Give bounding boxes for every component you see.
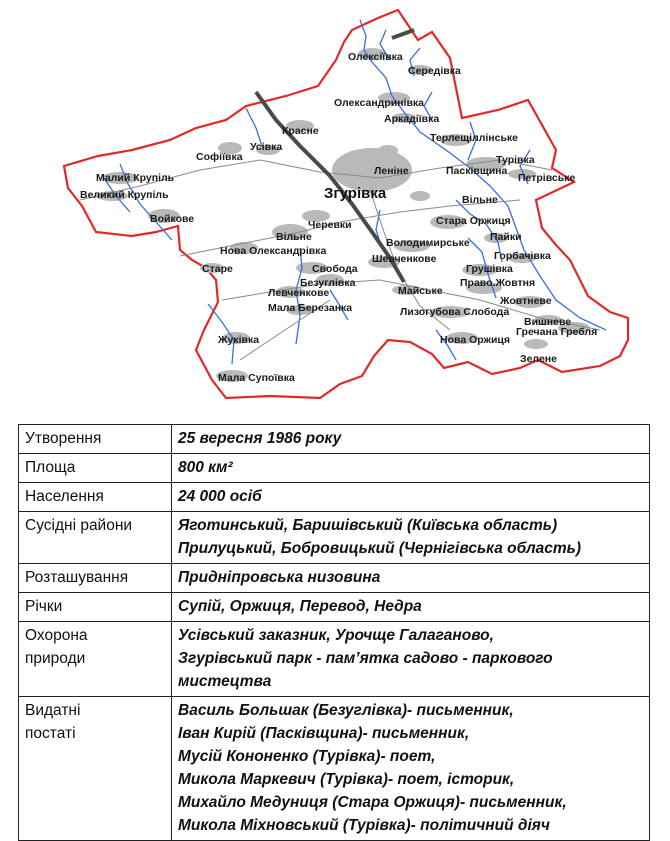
village-label: Горбачівка — [494, 250, 551, 262]
row-value — [172, 593, 650, 622]
village-label: Красне — [282, 125, 319, 137]
village-label: Усівка — [250, 141, 283, 153]
village-label: Войкове — [150, 213, 195, 225]
village-label: Олексіївка — [348, 51, 403, 63]
village-label: Великий Крупіль — [80, 189, 169, 201]
district-boundary — [64, 10, 628, 398]
info-table-body — [19, 425, 650, 841]
row-key-line: Розташування — [25, 569, 129, 586]
village-label: Гречана Гребля — [516, 326, 598, 338]
table-row — [19, 622, 650, 697]
row-value-line: Микола Маркевич (Турівка)- поет, історик, — [178, 771, 515, 788]
village-label: Вишневе — [524, 316, 572, 328]
row-value-line: 800 км² — [178, 459, 233, 476]
village-label: Середівка — [408, 65, 461, 77]
row-value-line: Прилуцький, Бобровицький (Чернігівська область) — [178, 540, 582, 557]
table-row — [19, 483, 650, 512]
row-value — [172, 622, 650, 697]
row-value-line: 24 000 осіб — [178, 488, 262, 505]
village-label: Аркадіївка — [384, 113, 440, 125]
row-value-line: Василь Большак (Безуглівка)- письменник, — [178, 702, 514, 719]
table-row — [19, 454, 650, 483]
village-label: Софіївка — [196, 151, 243, 163]
village-label: Пасківщина — [446, 165, 508, 177]
village-label: Терлещіллінське — [430, 132, 519, 144]
village-label: Майське — [398, 285, 443, 297]
village-label: Володимирське — [386, 237, 470, 249]
row-value-line: мистецтва — [178, 673, 272, 690]
village-label: Петрівське — [518, 172, 576, 184]
row-value-line: Іван Кирій (Пасківщина)- письменник, — [178, 725, 470, 742]
village-label: Нова Олександрівка — [220, 245, 327, 257]
village-label: Жовтневе — [500, 295, 552, 307]
village-label: Мала Березанка — [268, 302, 353, 314]
row-key — [19, 622, 172, 697]
village-label: Пайки — [490, 231, 522, 243]
row-value — [172, 512, 650, 564]
row-key — [19, 483, 172, 512]
village-label: Вільне — [276, 231, 312, 243]
row-key — [19, 425, 172, 454]
row-key-line: постаті — [25, 725, 76, 742]
row-value-line: Мусій Кононенко (Турівка)- поет, — [178, 748, 436, 765]
village-label: Свобода — [312, 263, 358, 275]
row-key-line: Площа — [25, 459, 76, 476]
village-label: Малий Крупіль — [96, 172, 175, 184]
row-key-line: Охорона — [25, 627, 88, 644]
village-label: Зелене — [520, 353, 557, 365]
row-value-line: Придніпровська низовина — [178, 569, 381, 586]
row-key-line: Населення — [25, 488, 104, 505]
village-label: Жуківка — [218, 334, 260, 346]
row-value-line: Михайло Медуниця (Стара Оржиця)- письменник, — [178, 794, 567, 811]
district-map — [0, 0, 670, 410]
row-value — [172, 425, 650, 454]
row-value-line: 25 вересня 1986 року — [178, 430, 342, 447]
village-label: Право.Жовтня — [460, 277, 536, 289]
row-key-line: Річки — [25, 598, 63, 615]
row-key-line: Видатні — [25, 702, 81, 719]
village-label: Мала Супоївка — [218, 372, 295, 384]
row-key — [19, 697, 172, 841]
district-info-table — [18, 424, 650, 841]
row-key-line: Сусідні райони — [25, 517, 133, 534]
village-label: Турівка — [496, 154, 535, 166]
row-value-line: Усівський заказник, Урочще Галаганово, — [178, 627, 494, 644]
village-label: Шевченкове — [372, 253, 437, 265]
row-value — [172, 483, 650, 512]
table-row — [19, 512, 650, 564]
village-label: Черевки — [308, 219, 352, 231]
village-label: Лизогубова Слобода — [400, 306, 510, 318]
village-label: Леніне — [374, 165, 409, 177]
row-key — [19, 593, 172, 622]
row-value-line: Яготинський, Баришівський (Київська область) — [178, 517, 558, 534]
table-row — [19, 564, 650, 593]
row-key — [19, 564, 172, 593]
village-label: Левченкове — [268, 287, 330, 299]
row-value — [172, 697, 650, 841]
village-label: Старе — [202, 263, 233, 275]
row-value-line: Микола Міхновський (Турівка)- політичний діяч — [178, 817, 550, 834]
village-label: Безуглівка — [300, 277, 356, 289]
village-label: Грушівка — [466, 263, 513, 275]
table-row — [19, 425, 650, 454]
map-svg — [0, 0, 670, 410]
row-value-line: Згурівський парк - пам’ятка садово - паркового — [178, 650, 553, 667]
row-key-line: Утворення — [25, 430, 102, 447]
table-row — [19, 697, 650, 841]
row-value-line: Супій, Оржиця, Перевод, Недра — [178, 598, 422, 615]
table-row — [19, 593, 650, 622]
row-key — [19, 512, 172, 564]
row-key — [19, 454, 172, 483]
row-value — [172, 564, 650, 593]
village-label: Нова Оржиця — [440, 334, 510, 346]
village-label: Стара Оржиця — [436, 215, 511, 227]
center-town-label: Згурівка — [324, 185, 387, 202]
village-label: Олександринівка — [334, 97, 425, 109]
row-value — [172, 454, 650, 483]
row-key-line: природи — [25, 650, 86, 667]
village-label: Вільне — [462, 194, 498, 206]
